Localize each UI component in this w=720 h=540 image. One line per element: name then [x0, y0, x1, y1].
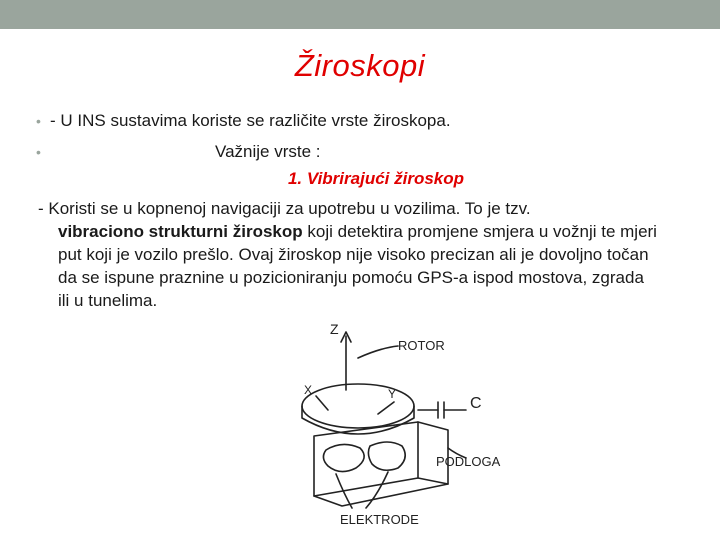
electrode-right [368, 442, 405, 470]
rotor-top [302, 384, 414, 428]
bold-term: vibraciono strukturni žiroskop [58, 222, 303, 241]
paragraph-line-1: - Koristi se u kopnenoj navigaciji za upotrebu u vozilima. To je tzv. [38, 199, 531, 218]
label-elektrode: ELEKTRODE [340, 512, 419, 527]
bullet-text-1: - U INS sustavima koriste se različite vrste žiroskopa. [50, 111, 451, 130]
description-paragraph [38, 197, 658, 312]
electrode-leader-right [366, 472, 388, 508]
bullet-item-1 [36, 110, 451, 132]
bullet-text-2: Važnije vrste : [215, 142, 321, 161]
y-axis-line [378, 402, 394, 414]
substrate-side [418, 422, 448, 484]
electrode-left [323, 444, 364, 471]
subheading: 1. Vibrirajući žiroskop [287, 169, 465, 188]
paragraph-rest [38, 220, 658, 312]
label-c: C [470, 395, 482, 412]
label-x: X [304, 383, 313, 397]
label-podloga: PODLOGA [436, 454, 501, 469]
paragraph-after-bold: koji detektira promjene smjera u vožnji te mjeri put koji je vozilo prešlo. Ovaj žiroskop nije visoko precizan ali je dovoljno točan da se ispune praznine u pozicioniranju pomoću GPS-a ispod mostova, zgrada ili u tunelima. [58, 222, 657, 310]
label-y: Y [388, 387, 397, 401]
x-axis-line [316, 396, 328, 410]
bullet-dot-icon: • [36, 113, 41, 129]
top-band [0, 0, 720, 29]
label-z: Z [330, 321, 339, 337]
gyroscope-sketch [270, 318, 520, 540]
bullet-item-2 [36, 141, 321, 163]
rotor-leader [358, 346, 398, 358]
label-rotor: ROTOR [398, 338, 445, 353]
slide-title: Žiroskopi [294, 48, 426, 83]
bullet-dot-icon: • [36, 144, 41, 160]
